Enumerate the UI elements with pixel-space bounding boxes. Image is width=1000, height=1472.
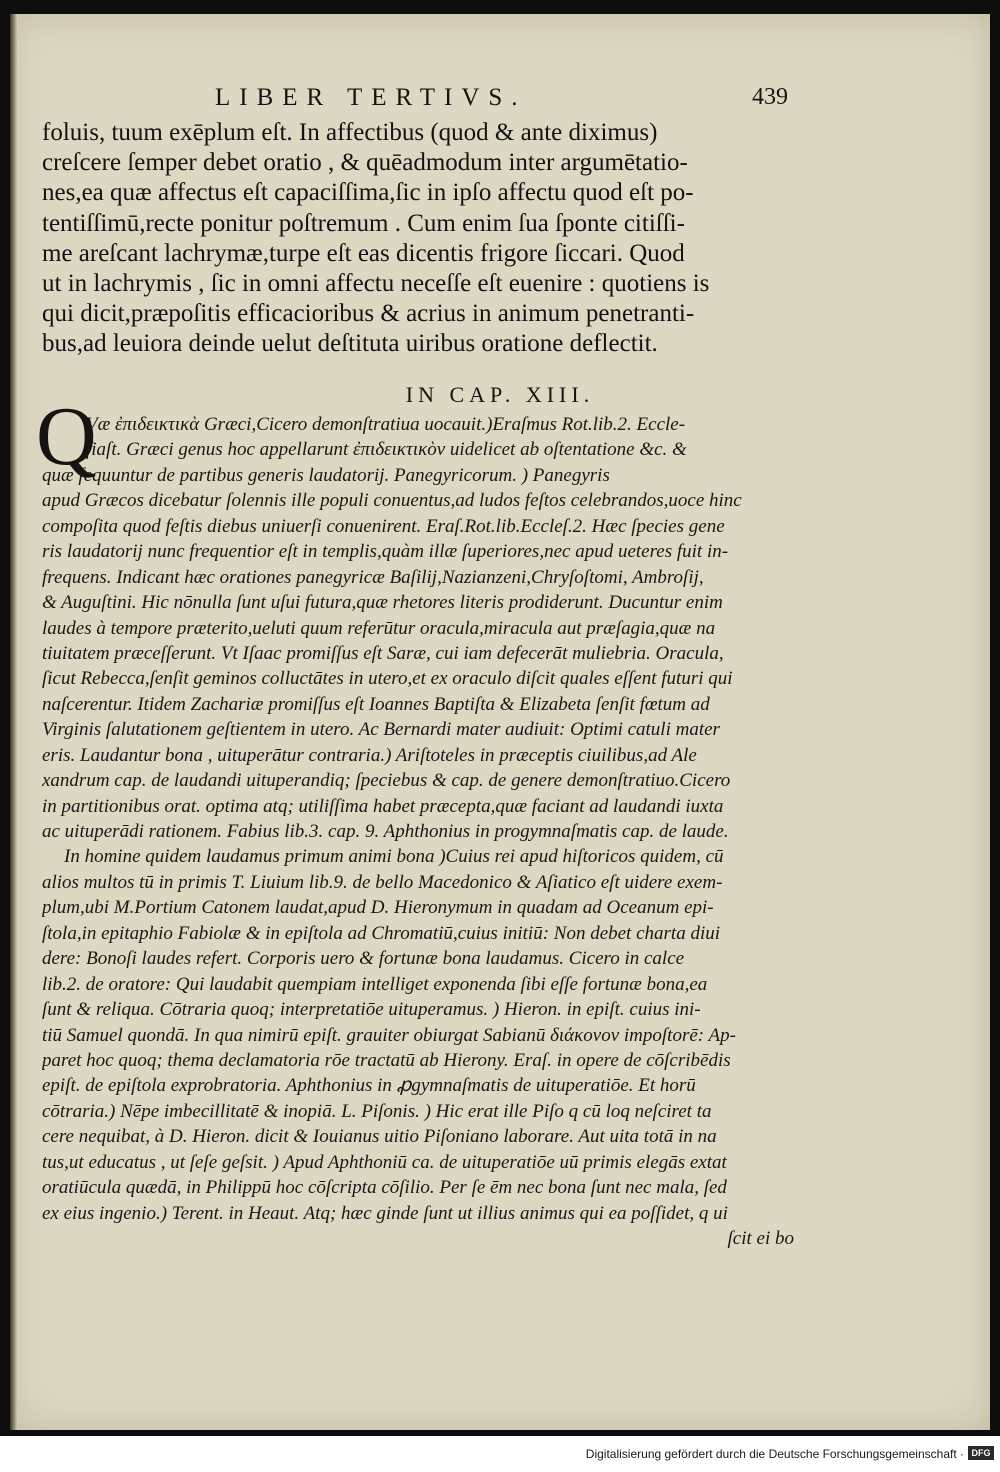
funding-credit: Digitalisierung gefördert durch die Deutsche Forschungsgemeinschaft · [585,1447,964,1461]
commentary-line: paret hoc quoq; thema declamatoria rōe tractatū ab Hierony. Eraſ. in opere de cōſcribēdis [42,1049,731,1071]
commentary-line: compoſita quod feſtis diebus uniuerſi conuenirent. Eraſ.Rot.lib.Eccleſ.2. Hæc ſpecies gene [42,515,725,537]
commentary-line: In homine quidem laudamus primum animi bona )Cuius rei apud hiſtoricos quidem, cū [64,846,724,868]
commentary-line: oratiūcula quædā, in Philippū hoc cōſcripta cōſilio. Per ſe ēm nec bona ſunt nec mala, ſed [42,1177,727,1199]
commentary-line: tiuitatem præceſſerunt. Vt Iſaac promiſſus eſt Saræ, cui iam defecerāt muliebria. Oracula, [42,642,724,664]
commentary-line: cōtraria.) Nēpe imbecillitatē & inopiā. L. Piſonis. ) Hic erat ille Piſo q cū loq neſciret ta [42,1100,712,1122]
book-page [10,14,990,1430]
commentary-line: ris laudatorij nunc frequentior eſt in templis,quàm illæ ſuperiores,nec apud ueteres fuit in- [42,541,729,563]
main-text-block [42,118,802,360]
commentary-line: plum,ubi M.Portium Catonem laudat,apud D. Hieronymum in quadam ad Oceanum epi- [42,897,714,919]
running-head-title: LIBER TERTIVS. [215,84,527,111]
commentary-line: ſunt & reliqua. Cōtraria quoq; interpretatiōe uituperamus. ) Hieron. in epiſt. cuius ini- [42,999,701,1021]
commentary-line: quæ ſequuntur de partibus generis laudatorij. Panegyricorum. ) Panegyris [42,464,610,486]
commentary-line: Virginis ſalutationem geſtientem in utero. Ac Bernardi mater audiuit: Optimi catuli mater [42,719,720,741]
chapter-heading: IN CAP. XIII. [405,382,595,407]
commentary-line: tiū Samuel quondā. In qua nimirū epiſt. grauiter obiurgat Sabianū διάκονον impoſtorē: Ap- [42,1024,736,1046]
commentary-block [42,412,804,1251]
text-line: foluis, tuum exēplum eſt. In affectibus (quod & ante diximus) [42,119,658,146]
catchword: ſcit ei bo [727,1228,794,1249]
text-line: creſcere ſemper debet oratio , & quēadmodum inter argumētatio- [42,149,688,177]
text-line: bus,ad leuiora deinde uelut deſtituta uiribus oratione deflectit. [42,330,658,358]
text-line: nes,ea quæ affectus eſt capaciſſima,ſic in ipſo affectu quod eſt po- [42,179,694,207]
commentary-line: frequens. Indicant hæc orationes panegyricæ Baſilij,Nazianzeni,Chryſoſtomi, Ambroſij, [42,566,704,588]
commentary-line: cere nequibat, à D. Hieron. dicit & Iouianus uitio Piſoniano laborare. Aut uita totā in na [42,1126,717,1148]
commentary-line: tus,ut educatus , ut ſeſe geſsit. ) Apud Aphthoniū ca. de uituperatiōe uū primis elegās extat [42,1151,727,1173]
commentary-line: lib.2. de oratore: Qui laudabit quempiam intelliget exponenda ſibi eſſe fortunæ bona,ea [42,973,708,995]
commentary-line: epiſt. de epiſtola exprobratoria. Aphthonius in ꝓgymnaſmatis de uituperatiōe. Et horū [42,1075,696,1097]
commentary-line: alios multos tū in primis T. Liuium lib.9. de bello Macedonico & Aſiatico eſt uidere exem- [42,871,723,893]
commentary-line: ſtola,in epitaphio Fabiolæ & in epiſtola ad Chromatiū,cuius initiū: Non debet charta diui [42,922,720,944]
commentary-line: dere: Bonoſi laudes refert. Corporis uero & fortunæ bona laudamus. Cicero in calce [42,948,685,970]
text-line: me areſcant lachrymæ,turpe eſt eas dicentis frigore ſiccari. Quod [42,239,685,267]
commentary-line: laudes à tempore præterito,ueluti quum referūtur oracula,miracula aut præſagia,quæ na [42,617,716,639]
commentary-line: Væ ἐπιδεικτικὰ Græci,Cicero demonſtratiua uocauit.)Eraſmus Rot.lib.2. Eccle- [86,414,686,435]
commentary-line: ex eius ingenio.) Terent. in Heaut. Atq; hæc ginde ſunt ut illius animus qui ea poſſidet, q ui [42,1202,728,1224]
commentary-line: ſiaſt. Græci genus hoc appellarunt ἐπιδεικτικὸν uidelicet ab oſtentatione &c. & [86,439,687,461]
text-line: ut in lachrymis , ſic in omni affectu neceſſe eſt euenire : quotiens is [42,269,710,297]
text-line: tentiſſimū,recte ponitur poſtremum . Cum enim ſua ſponte citiſſi- [42,209,685,237]
commentary-line: & Auguſtini. Hic nōnulla ſunt uſui futura,quæ rhetores literis prodiderunt. Ducuntur enim [42,592,723,614]
commentary-line: naſcerentur. Itidem Zachariæ promiſſus eſt Ioannes Baptiſta & Elizabeta ſenſit fœtum ad [42,693,710,715]
footer-bar [0,1436,1000,1472]
commentary-line: ac uituperādi rationem. Fabius lib.3. cap. 9. Aphthonius in progymnaſmatis cap. de laude. [42,821,729,842]
commentary-line: ſicut Rebecca,ſenſit geminos colluctātes in utero,et ex oraculo diſcit quales eſſent futuri qui [42,668,733,690]
decorative-initial: Q [36,390,97,483]
commentary-line: apud Græcos dicebatur ſolennis ille populi conuentus,ad ludos feſtos celebrandos,uoce hinc [42,490,742,512]
commentary-line: in partitionibus orat. optima atq; utiliſſima habet præcepta,quæ faciant ad laudandi iuxta [42,795,724,817]
dfg-logo-icon: DFG [968,1446,994,1460]
page-number: 439 [752,84,788,110]
commentary-line: eris. Laudantur bona , uituperātur contraria.) Ariſtoteles in præceptis ciuilibus,ad Ale [42,744,697,766]
commentary-line: xandrum cap. de laudandi uituperandiq; ſpeciebus & cap. de genere demonſtratiuo.Cicero [42,770,731,792]
text-line: qui dicit,præpoſitis efficacioribus & acrius in animum penetranti- [42,300,695,328]
